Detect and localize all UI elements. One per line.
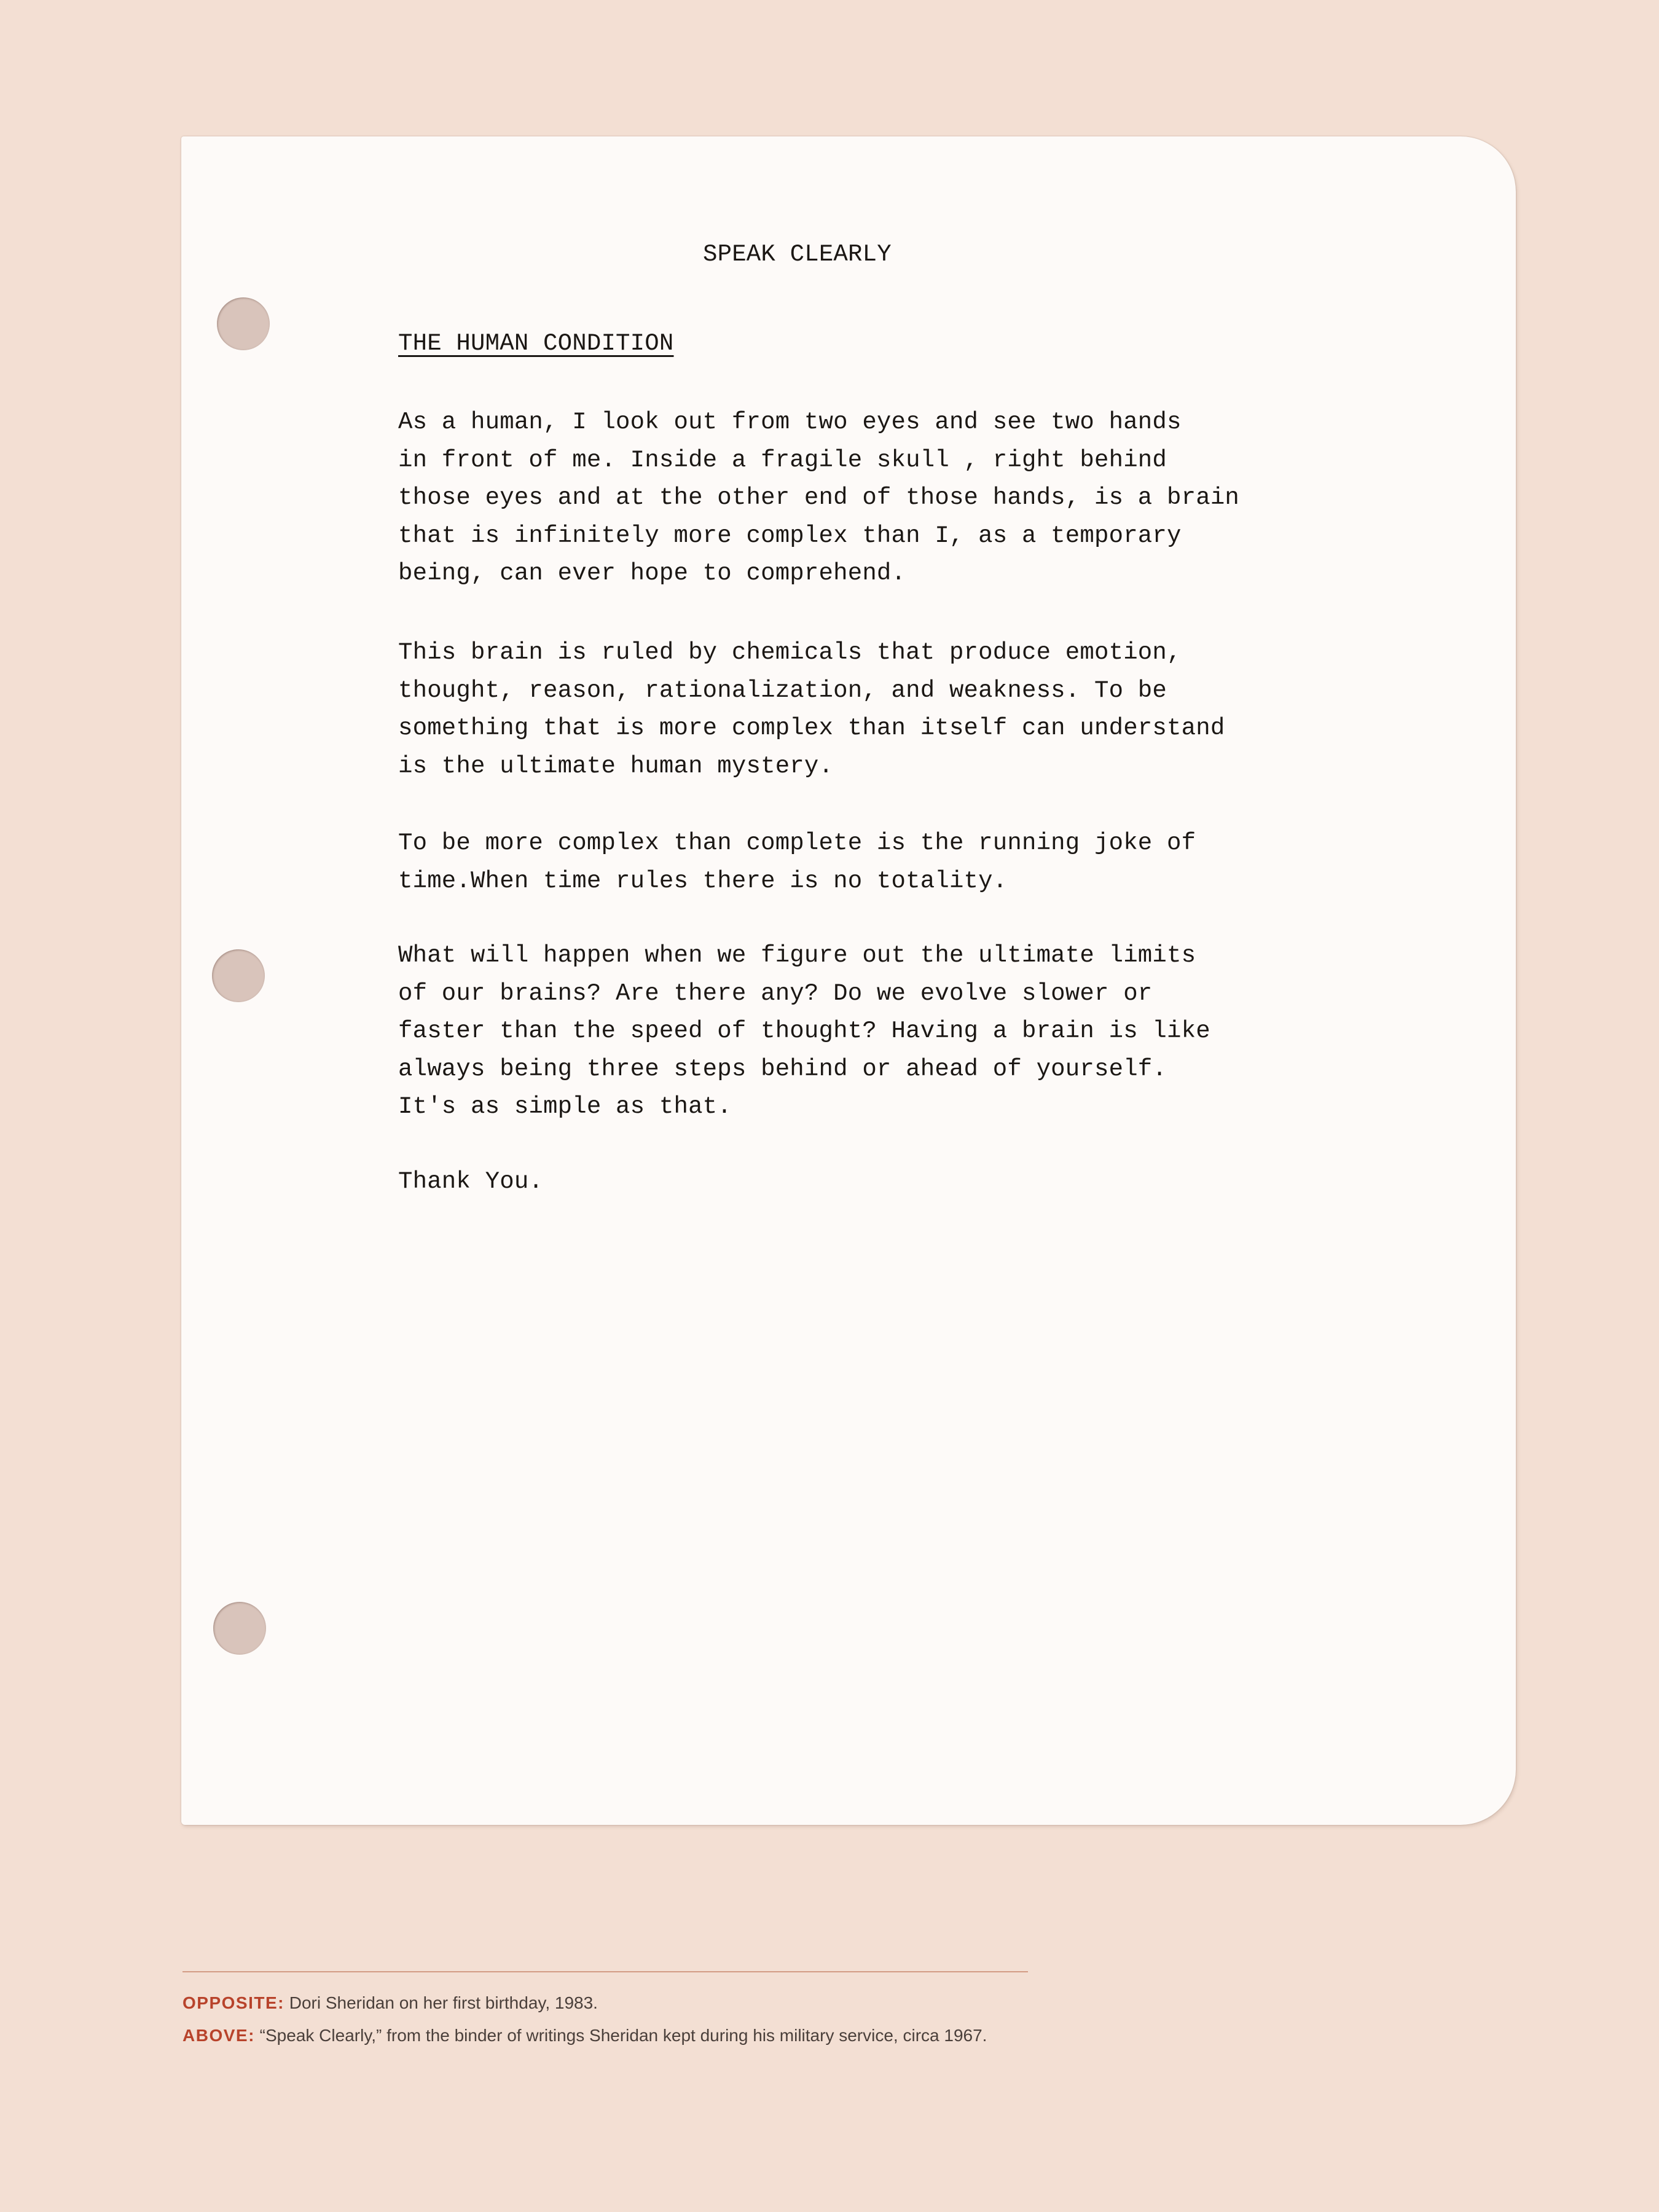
text-line: What will happen when we figure out the ultimate limits: [398, 942, 1196, 969]
text-line: that is infinitely more complex than I, as a temporary: [398, 522, 1182, 549]
closing-line: [398, 1163, 543, 1201]
document-subtitle: THE HUMAN CONDITION: [398, 330, 674, 357]
text-line: in front of me. Inside a fragile skull , right behind: [398, 446, 1167, 474]
text-line: It's as simple as that.: [398, 1093, 732, 1121]
caption-label: OPPOSITE:: [182, 1993, 284, 2012]
paragraph: [398, 825, 1196, 900]
caption-above: [182, 2026, 987, 2045]
caption-label: ABOVE:: [182, 2026, 255, 2045]
text-line: As a human, I look out from two eyes and see two hands: [398, 409, 1182, 436]
paragraph: [398, 404, 1239, 593]
text-line: To be more complex than complete is the running joke of: [398, 830, 1196, 857]
text-line: is the ultimate human mystery.: [398, 752, 834, 780]
text-line: something that is more complex than itself can understand: [398, 715, 1225, 742]
caption-divider: [182, 1971, 1028, 1972]
text-line: This brain is ruled by chemicals that produce emotion,: [398, 639, 1182, 666]
binder-hole-middle: [212, 949, 265, 1002]
text-line: always being three steps behind or ahead of yourself.: [398, 1055, 1167, 1083]
caption-opposite: [182, 1993, 598, 2013]
caption-text: Dori Sheridan on her first birthday, 1983.: [284, 1993, 598, 2012]
text-line: being, can ever hope to comprehend.: [398, 560, 906, 587]
document-title: SPEAK CLEARLY: [703, 241, 892, 268]
text-line: thought, reason, rationalization, and weakness. To be: [398, 677, 1167, 704]
text-line: of our brains? Are there any? Do we evolve slower or: [398, 979, 1153, 1007]
text-line: those eyes and at the other end of those hands, is a brain: [398, 484, 1240, 512]
binder-hole-top: [217, 297, 270, 350]
binder-hole-bottom: [213, 1602, 266, 1655]
text-line: faster than the speed of thought? Having a brain is like: [398, 1018, 1210, 1045]
paragraph: [398, 634, 1225, 785]
text-line: time.When time rules there is no totality.: [398, 867, 1008, 895]
text-line: Thank You.: [398, 1168, 544, 1195]
paragraph: [398, 937, 1210, 1126]
caption-text: “Speak Clearly,” from the binder of writings Sheridan kept during his military service, circa 1967.: [254, 2026, 987, 2045]
